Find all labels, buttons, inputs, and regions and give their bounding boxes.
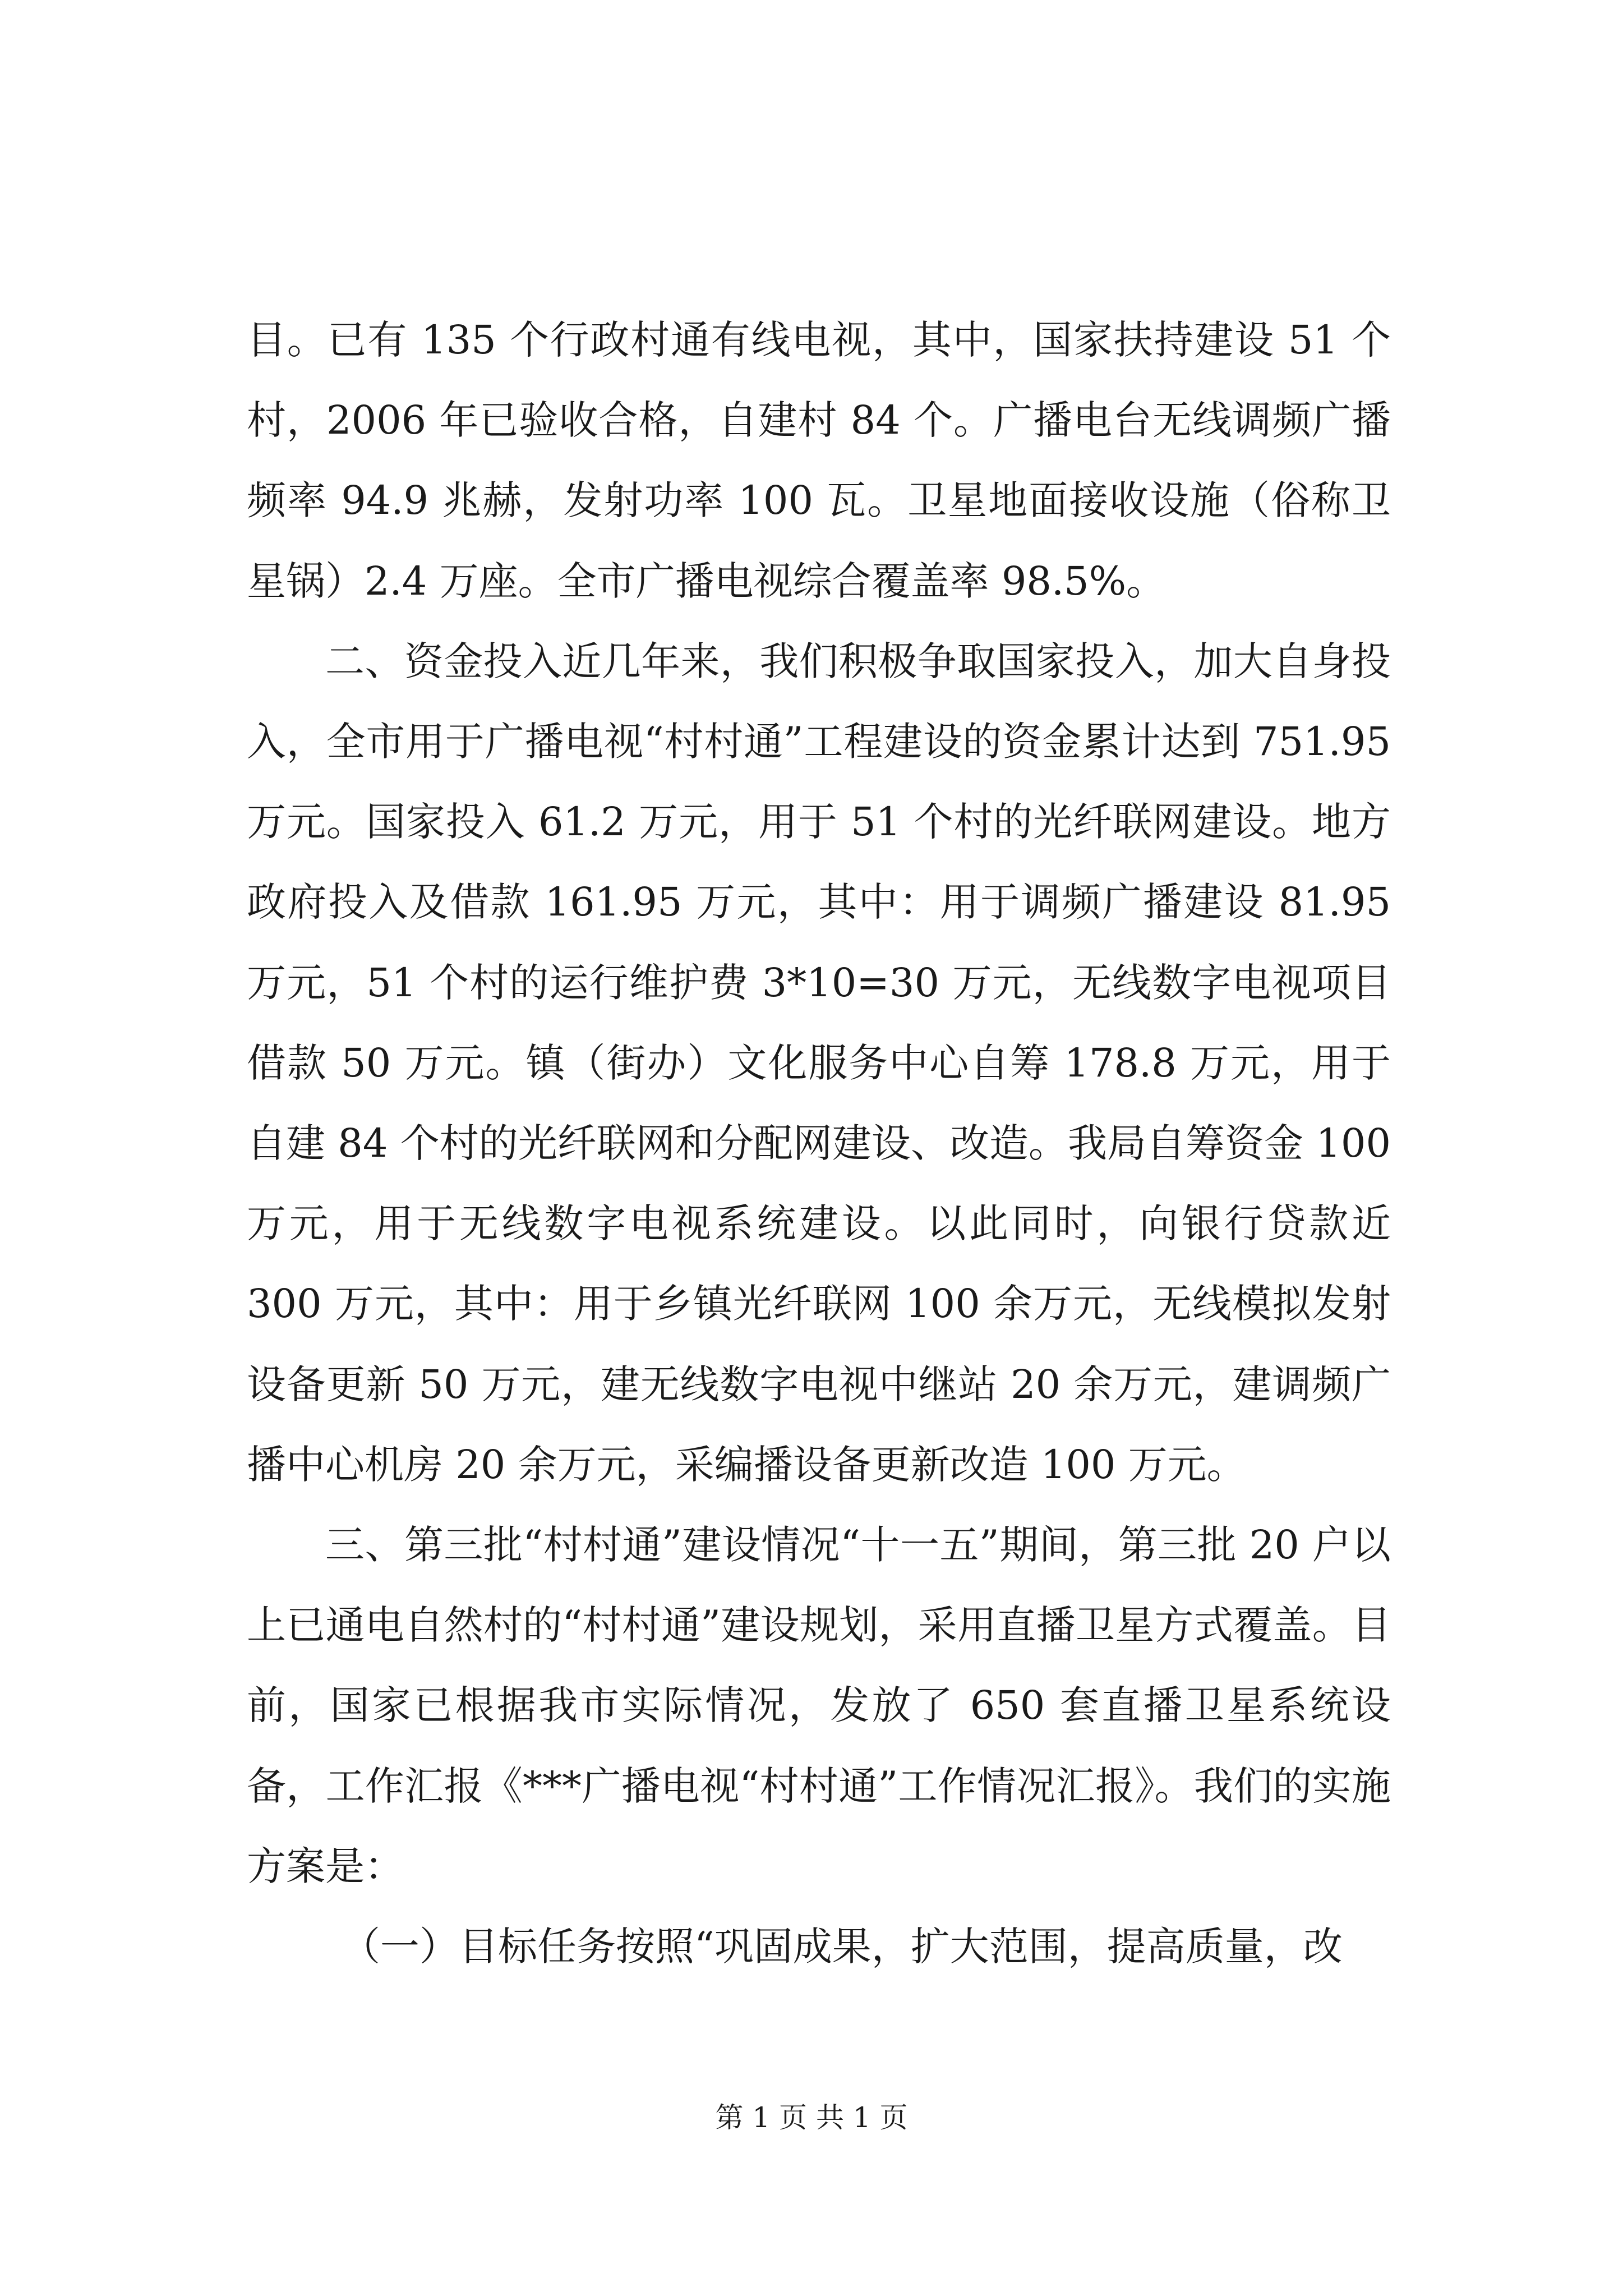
- paragraph-funding: 二、资金投入近几年来，我们积极争取国家投入，加大自身投入，全市用于广播电视“村村通”工程建设的资金累计达到 751.95 万元。国家投入 61.2 万元，用于 51 个村的光纤联网建设。地方政府投入及借款 161.95 万元，其中：用于调频广播建设 81.95 万元，51 个村的运行维护费 3*10=30 万元，无线数字电视项目借款 50 万元。镇（街办）文化服务中心自筹 178.8 万元，用于自建 84 个村的光纤联网和分配网建设、改造。我局自筹资金 100 万元，用于无线数字电视系统建设。以此同时，向银行贷款近 300 万元，其中：用于乡镇光纤联网 100 余万元，无线模拟发射设备更新 50 万元，建无线数字电视中继站 20 余万元，建调频广播中心机房 20 余万元，采编播设备更新改造 100 万元。: [247, 638, 1391, 1488]
- paragraph-third-batch: 三、第三批“村村通”建设情况“十一五”期间，第三批 20 户以上已通电自然村的“村村通”建设规划，采用直播卫星方式覆盖。目前，国家已根据我市实际情况，发放了 650 套直播卫星系统设备，工作汇报《***广播电视“村村通”工作情况汇报》。我们的实施方案是：: [247, 1522, 1391, 1889]
- document-body: [247, 300, 1391, 1987]
- paragraph-continuation: 目。已有 135 个行政村通有线电视，其中，国家扶持建设 51 个村，2006 年已验收合格，自建村 84 个。广播电台无线调频广播频率 94.9 兆赫，发射功率 100 瓦。卫星地面接收设施（俗称卫星锅）2.4 万座。全市广播电视综合覆盖率 98.5%。: [247, 317, 1391, 604]
- page-footer: 第 1 页 共 1 页: [715, 2101, 908, 2134]
- paragraph-target-task: （一）目标任务按照“巩固成果，扩大范围，提高质量，改: [341, 1924, 1343, 1970]
